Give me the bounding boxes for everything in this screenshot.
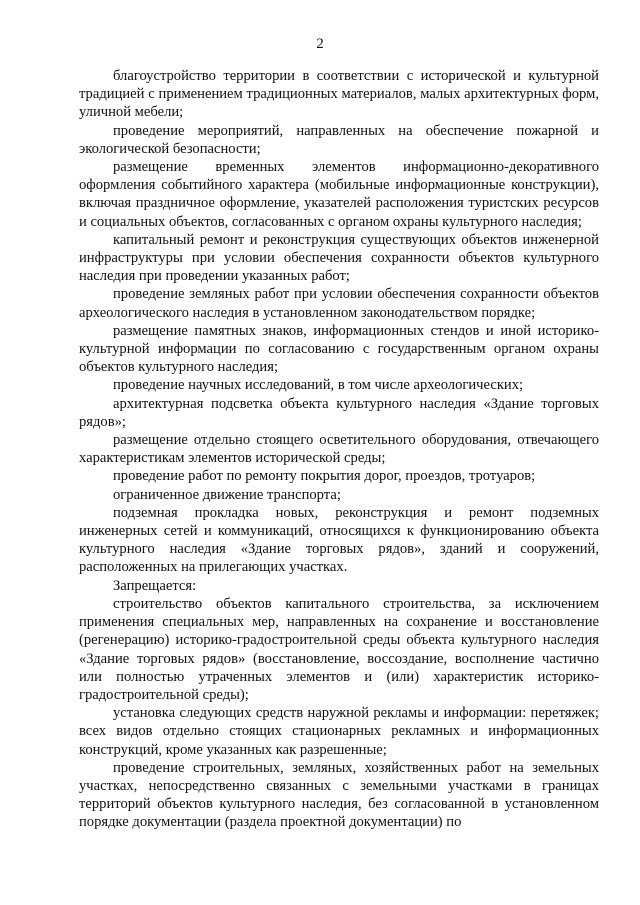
paragraph: проведение строительных, земляных, хозяйственных работ на земельных участках, непосредственно связанных с земельными участками в границах территорий объектов культурного наследия, без согласованной в установленном порядке документации (раздела проектной документации) по [79,759,599,831]
paragraph: архитектурная подсветка объекта культурного наследия «Здание торговых рядов»; [79,395,599,430]
section-heading: Запрещается: [113,577,197,594]
document-body [79,67,599,832]
paragraph: проведение научных исследований, в том числе археологических; [113,377,524,394]
page-number: 2 [316,36,324,52]
paragraph: размещение отдельно стоящего осветительного оборудования, отвечающего характеристикам элементов исторической среды; [79,432,599,467]
paragraph: подземная прокладка новых, реконструкция и ремонт подземных инженерных сетей и коммуникаций, относящихся к функционированию объекта культурного наследия «Здание торговых рядов», зданий и сооружений, расположенных на прилегающих участках. [79,504,599,576]
paragraph: установка следующих средств наружной рекламы и информации: перетяжек; всех видов отдельно стоящих стационарных рекламных и информационных конструкций, кроме указанных как разрешенные; [79,705,599,758]
paragraph: благоустройство территории в соответствии с исторической и культурной традицией с применением традиционных материалов, малых архитектурных форм, уличной мебели; [79,68,599,121]
paragraph: проведение работ по ремонту покрытия дорог, проездов, тротуаров; [113,468,536,485]
paragraph: размещение временных элементов информационно-декоративного оформления событийного характера (мобильные информационные конструкции), включая праздничное оформление, указателей расположения туристских ресурсов и социальных объектов, согласованных с органом охраны культурного наследия; [79,159,599,230]
paragraph: размещение памятных знаков, информационных стендов и иной историко-культурной информации по согласованию с государственным органом охраны объектов культурного наследия; [79,322,599,376]
paragraph: ограниченное движение транспорта; [113,486,341,503]
paragraph: проведение земляных работ при условии обеспечения сохранности объектов археологического наследия в установленном законодательством порядке; [79,286,599,321]
paragraph: проведение мероприятий, направленных на обеспечение пожарной и экологической безопасности; [79,122,599,157]
paragraph: капитальный ремонт и реконструкция существующих объектов инженерной инфраструктуры при условии обеспечения сохранности объектов культурного наследия при проведении указанных работ; [79,231,599,285]
paragraph: строительство объектов капитального строительства, за исключением применения специальных мер, направленных на сохранение и восстановление (регенерацию) историко-градостроительной среды объекта культурного наследия «Здание торговых рядов» (восстановление, воссоздание, восполнение частично или полностью утраченных элементов и (или) характеристик историко-градостроительной среды); [79,595,599,703]
